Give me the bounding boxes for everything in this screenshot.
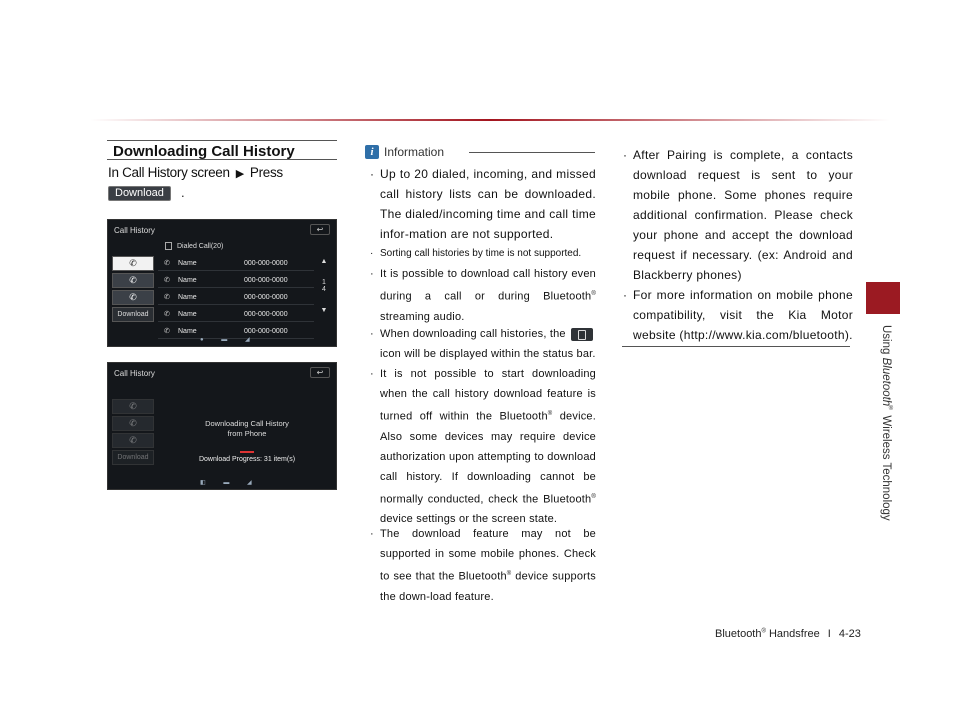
chapter-tab [866,282,900,314]
column-rule [622,346,850,347]
compatibility-note: · For more information on mobile phone compatibility, visit the Kia Motor website (http://www.kia.com/bluetooth). [623,288,853,342]
info-item-6: · The download feature may not be supported in some mobile phones. Check to see that the Bluetooth® device supports the down-load feature. [370,528,596,603]
arrow-right-icon: ▶ [235,168,244,180]
screen-download-button: Download [112,307,154,322]
page-footer: Bluetooth® Handsfree I 4-23 [715,628,861,640]
call-row: ✆ Name 000-000-0000 [158,256,314,271]
instruction-period: . [181,185,185,200]
phone-icon: ✆ [164,294,170,301]
info-icon: i [365,145,379,159]
status-bar-icons: ● ▬ ◢ [200,337,258,343]
section-title-box [107,140,337,160]
back-icon: ↩ [310,224,330,235]
call-row: ✆ Name 000-000-0000 [158,324,314,339]
pairing-note: · After Pairing is complete, a contacts download request is sent to your mobile phone. Some phones require additional confirmation. Please check your phone and accept the download request if necessary. (ex: Android and Blackberry phones) [623,148,853,282]
list-icon [165,242,172,250]
popup-message-line2: from Phone [227,429,267,438]
instruction-text: In Call History screen ▶ Press [108,165,283,180]
scroll-down-icon: ▼ [320,307,328,314]
call-row: ✆ Name 000-000-0000 [158,273,314,288]
download-button-illustration: Download [108,186,171,201]
header-rule [90,119,890,121]
info-item-4: · When downloading call histories, the icon will be displayed within the status bar. [370,328,596,360]
page-total: 4 [322,286,326,293]
info-item-5: · It is not possible to start downloading when the call history download feature is turned off within the Bluetooth® device. Also some devices may require device authorization upon attempting to download call history. If downloading cannot be normally conducted, check the Bluetooth® device settings or the screen state. [370,368,596,526]
status-bar-icons: ◧ ▬ ◢ [200,480,260,486]
screen-title: Call History [114,226,155,235]
call-row: ✆ Name 000-000-0000 [158,290,314,305]
phone-icon: ✆ [164,277,170,284]
information-box [365,143,595,159]
section-title: Downloading Call History [113,143,295,160]
info-rule [469,152,595,153]
dialed-calls-button: ✆ [112,399,154,414]
page-current: 1 [322,279,326,286]
screen-title: Call History [114,369,155,378]
call-row: ✆ Name 000-000-0000 [158,307,314,322]
scroll-up-icon: ▲ [320,258,328,265]
received-calls-button: ✆ [112,273,154,288]
call-history-download-icon [571,328,593,341]
screen-download-button: Download [112,450,154,465]
progress-indicator [240,451,254,453]
page-number: 4-23 [838,628,861,640]
phone-icon: ✆ [164,328,170,335]
dialed-calls-button: ✆ [112,256,154,271]
list-subheader: Dialed Call(20) [165,242,223,250]
info-title: Information [384,144,445,159]
phone-icon: ✆ [164,260,170,267]
missed-calls-button: ✆ [112,433,154,448]
call-history-screen [107,219,337,347]
info-item-2: · Sorting call histories by time is not supported. [370,248,582,259]
phone-icon: ✆ [164,311,170,318]
info-item-1: · Up to 20 dialed, incoming, and missed call history lists can be downloaded. The dialed/incoming time and call time infor-mation are not supported. [370,167,596,241]
back-icon: ↩ [310,367,330,378]
chapter-label: Using Bluetooth® Wireless Technology [880,325,894,521]
scrollbar [318,258,330,314]
info-item-3: · It is possible to download call history even during a call or during Bluetooth® streaming audio. [370,268,596,323]
download-progress: Download Progress: 31 item(s) [198,456,296,463]
popup-message-line1: Downloading Call History [205,419,289,428]
received-calls-button: ✆ [112,416,154,431]
download-popup [160,405,334,485]
downloading-screen [107,362,337,490]
missed-calls-button: ✆ [112,290,154,305]
